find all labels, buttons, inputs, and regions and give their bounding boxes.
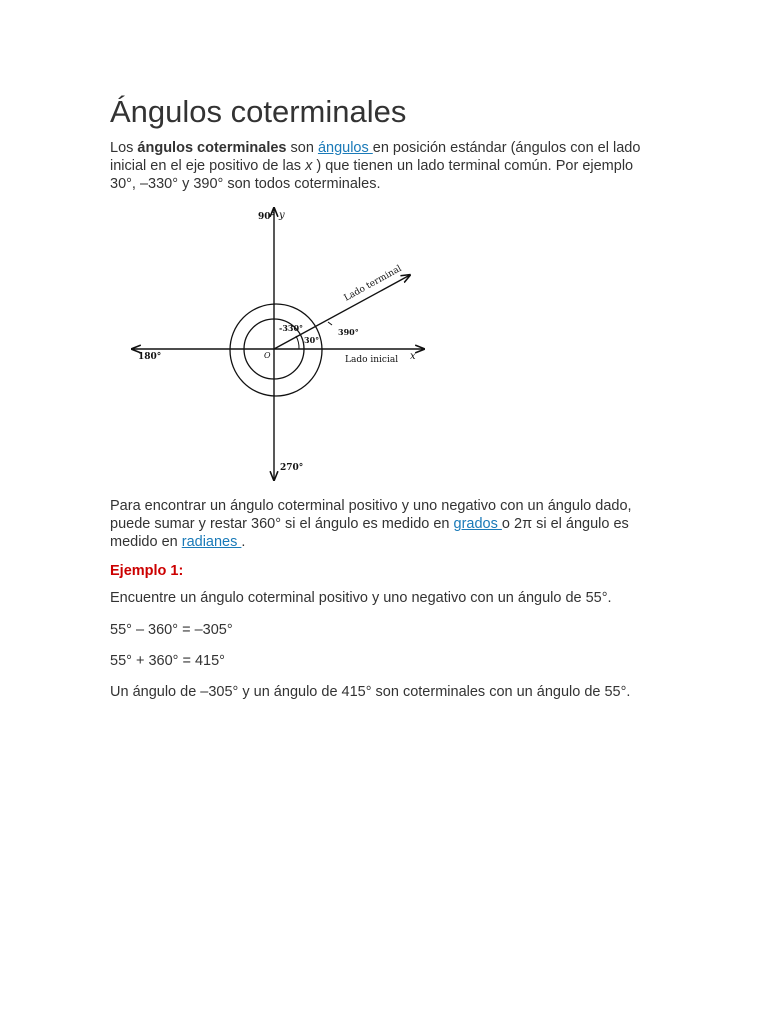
label-lado-terminal: Lado terminal — [342, 263, 404, 304]
intro-text-1: Los — [110, 140, 138, 156]
label-90: 90° — [258, 212, 276, 222]
label-y: y — [279, 210, 285, 221]
page-title: Ángulos coterminales — [110, 94, 407, 129]
label-270: 270° — [280, 463, 304, 473]
link-grados[interactable]: grados — [453, 516, 502, 532]
label-lado-inicial: Lado inicial — [345, 355, 399, 365]
method-text-3: . — [241, 534, 246, 550]
example-problem: Encuentre un ángulo coterminal positivo y uno negativo con un ángulo de 55°. — [110, 590, 612, 606]
example-line-2: 55° + 360° = 415° — [110, 653, 225, 669]
method-text-1: Para encontrar un ángulo coterminal positivo y uno negativo con un ángulo dado, puede sumar y restar 360° si el ángulo es medido en — [110, 498, 632, 532]
intro-text-2: son — [286, 140, 318, 156]
terminal-side — [274, 275, 410, 349]
label-x: x — [410, 351, 416, 362]
label-180: 180° — [138, 352, 162, 362]
label-30: 30° — [304, 335, 320, 345]
method-paragraph — [110, 497, 660, 551]
label-minus-330: -330° — [279, 323, 304, 333]
intro-text-3: en posición estándar (ángulos con el lado inicial en el eje positivo de las — [110, 140, 641, 174]
example-title: Ejemplo 1: — [110, 563, 184, 579]
label-origin: O — [264, 351, 271, 360]
example-line-1: 55° – 360° = –305° — [110, 622, 233, 638]
intro-paragraph — [110, 139, 660, 193]
arc-390 — [328, 322, 332, 325]
method-text-2: o 2π si el ángulo es medido en — [110, 516, 629, 550]
coterminal-angles-diagram — [128, 204, 432, 484]
intro-variable-x: x — [305, 158, 313, 174]
intro-bold-term: ángulos coterminales — [137, 140, 287, 156]
example-conclusion: Un ángulo de –305° y un ángulo de 415° son coterminales con un ángulo de 55°. — [110, 684, 631, 700]
label-390: 390° — [338, 327, 359, 337]
link-radianes[interactable]: radianes — [181, 534, 242, 550]
arc-30 — [296, 336, 299, 349]
intro-text-4: ) que tienen un lado terminal común. Por ejemplo 30°, –330° y 390° son todos coterminales. — [110, 158, 634, 192]
link-angulos[interactable]: ángulos — [317, 140, 373, 156]
